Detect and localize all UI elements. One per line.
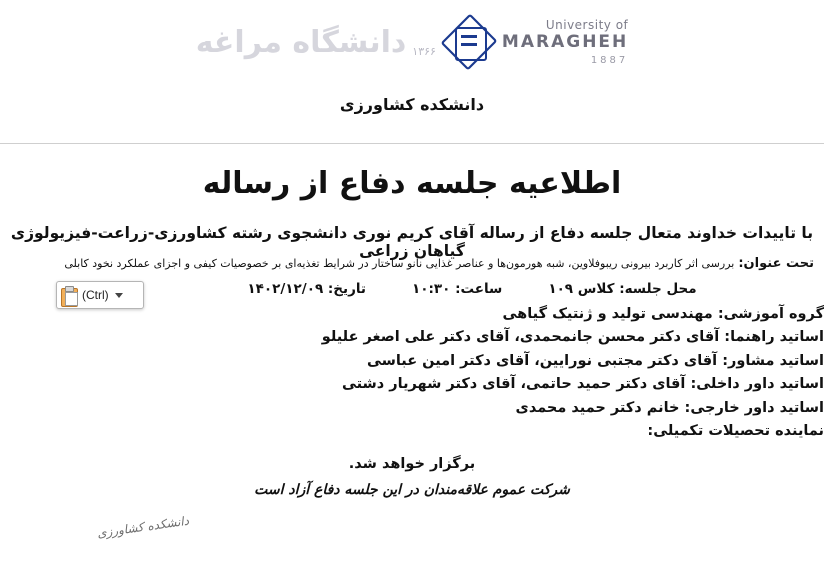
meta-date-value: ۱۴۰۲/۱۲/۰۹ (247, 281, 324, 297)
detail-label: اساتید داور خارجی: (684, 399, 824, 416)
meta-place (548, 281, 696, 297)
intro-prefix: با تاییدات خداوند متعال جلسه دفاع از رساله (479, 224, 814, 242)
logo-en-line2: MARAGHEH (501, 31, 629, 52)
closing-line-1: برگزار خواهد شد. (348, 456, 476, 472)
closing-line-2: شرکت عموم علاقه‌مندان در این جلسه دفاع آزاد است (254, 482, 570, 498)
session-details (18, 303, 824, 444)
university-logo (195, 6, 629, 78)
detail-row (18, 350, 824, 373)
logo-en-year: 1887 (590, 55, 629, 67)
university-emblem-icon (442, 13, 496, 71)
logo-farsi-name: دانشگاه مراغه (195, 24, 407, 60)
meta-date-label: تاریخ: (327, 281, 366, 297)
detail-label: اساتید راهنما: (724, 329, 824, 346)
detail-label: گروه آموزشی: (717, 306, 824, 322)
subject-label: تحت عنوان: (738, 256, 814, 271)
subject-value: بررسی اثر کاربرد بیرونی ریبوفلاوین، شبه هورمون‌ها و عناصر غذایی نانو ساختار در شرایط تغذیه‌ای بر خصوصیات کیفی و اجزای عملکرد نخود کابلی (64, 257, 735, 270)
faculty-name: دانشکده کشاورزی (339, 95, 485, 114)
student-name: آقای کریم نوری (352, 224, 475, 242)
detail-value: خانم دکتر حمید محمدی (515, 399, 680, 416)
chevron-down-icon[interactable] (115, 293, 123, 298)
detail-value: آقای دکتر مجتبی نورایین، آقای دکتر امین عباسی (366, 352, 718, 369)
document-header (0, 4, 824, 80)
logo-en-line1: University of (545, 18, 629, 33)
detail-label: اساتید مشاور: (722, 352, 824, 369)
paste-options-label: (Ctrl) (82, 288, 109, 302)
detail-row (18, 397, 824, 420)
meta-time (412, 281, 502, 297)
detail-value: مهندسی تولید و ژنتیک گیاهی (502, 306, 713, 322)
detail-row (18, 303, 824, 326)
meta-place-value: کلاس ۱۰۹ (548, 281, 615, 297)
meta-time-value: ۱۰:۳۰ (412, 281, 451, 297)
header-divider (0, 143, 824, 144)
intro-suffix: دانشجوی رشته کشاورزی-زراعت-فیزیولوژی گیاهان زراعی (10, 224, 465, 260)
signature-stamp: دانشکده کشاورزی (96, 513, 190, 541)
meta-date (247, 281, 366, 297)
page-title: اطلاعیه جلسه دفاع از رساله (202, 166, 622, 201)
thesis-subject (10, 254, 814, 274)
meta-place-label: محل جلسه: (619, 281, 697, 297)
logo-english-text (502, 19, 628, 67)
meta-time-label: ساعت: (455, 281, 503, 297)
detail-value: آقای دکتر محسن جانمحمدی، آقای دکتر علی اصغر علیلو (321, 329, 720, 346)
detail-row (18, 420, 824, 443)
detail-label: اساتید داور داخلی: (690, 376, 824, 393)
clipboard-paste-icon (61, 286, 78, 305)
logo-farsi-year: ۱۳۶۶ (412, 44, 436, 58)
detail-value: آقای دکتر حمید حاتمی، آقای دکتر شهریار دشتی (341, 376, 686, 393)
detail-label: نماینده تحصیلات تکمیلی: (647, 423, 824, 440)
detail-row (18, 326, 824, 349)
detail-row (18, 373, 824, 396)
